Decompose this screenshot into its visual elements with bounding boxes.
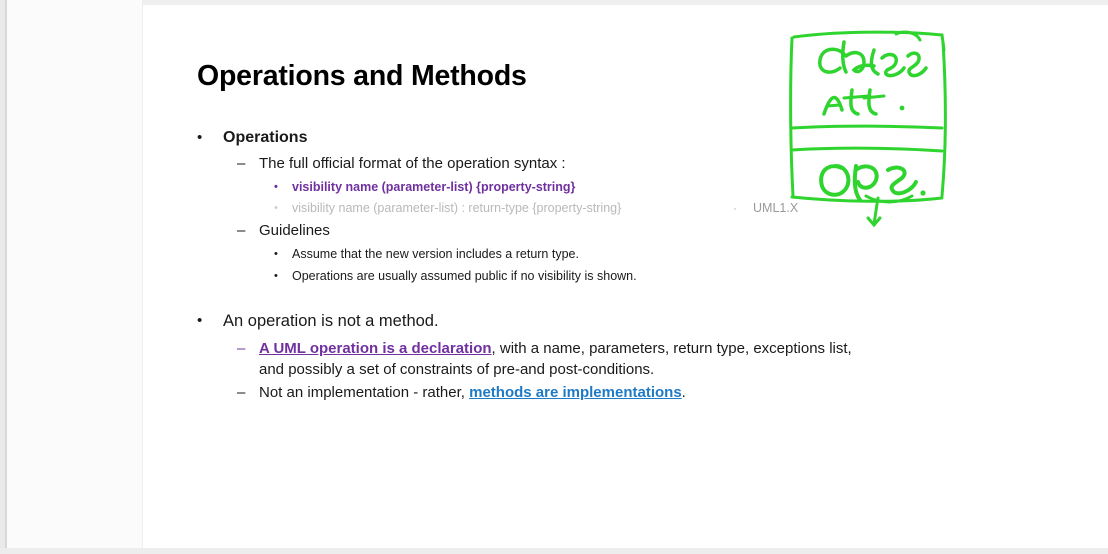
bullet-operation-not-method-label: An operation is not a method. bbox=[223, 312, 439, 330]
bullet-marker-dash: – bbox=[237, 340, 246, 357]
bullet-marker-dash: – bbox=[237, 155, 246, 172]
bullet-guideline-1 bbox=[274, 247, 894, 262]
bullet-implementation-prefix: Not an implementation - rather, bbox=[259, 384, 470, 401]
bullet-guidelines bbox=[237, 222, 857, 239]
bullet-marker-dot: • bbox=[197, 129, 203, 146]
bullet-guideline-2 bbox=[274, 269, 894, 284]
bullet-implementation bbox=[237, 384, 857, 401]
bullet-syntax-lead bbox=[237, 155, 857, 172]
bullet-marker-dash: – bbox=[237, 222, 246, 239]
bullet-marker-small-dot-faded: • bbox=[274, 202, 278, 214]
bullet-syntax-lead-label: The full official format of the operation syntax : bbox=[259, 155, 566, 172]
bullet-operation-not-method bbox=[197, 312, 837, 331]
bullet-declaration bbox=[237, 339, 857, 380]
bullet-declaration-text bbox=[259, 339, 857, 380]
bullet-operations-label: Operations bbox=[223, 129, 308, 146]
uml-version-separator: · bbox=[733, 201, 737, 215]
slide-gutter-divider bbox=[142, 0, 143, 554]
slide-left-gutter bbox=[7, 0, 142, 554]
bullet-guideline-2-label: Operations are usually assumed public if no visibility is shown. bbox=[292, 269, 637, 283]
slide-edge-top bbox=[0, 0, 1108, 5]
bullet-marker-dash: – bbox=[237, 384, 246, 401]
bullet-marker-dot: • bbox=[197, 312, 203, 329]
bullet-marker-small-dot: • bbox=[274, 248, 278, 260]
bullet-implementation-suffix: . bbox=[681, 384, 686, 401]
bullet-syntax-faded bbox=[274, 201, 894, 216]
slide-edge-bottom bbox=[0, 548, 1108, 554]
bullet-marker-small-dot: • bbox=[274, 270, 278, 282]
bullet-syntax-faded-label: visibility name (parameter-list) : return-type {property-string} bbox=[292, 201, 622, 215]
bullet-syntax-active-label: visibility name (parameter-list) {property-string} bbox=[292, 180, 576, 194]
bullet-marker-small-dot: • bbox=[274, 181, 278, 193]
bullet-guideline-1-label: Assume that the new version includes a return type. bbox=[292, 247, 579, 261]
bullet-declaration-rest: , with a name, parameters, return type, exceptions list, and possibly a set of constraints of pre-and post-conditions. bbox=[259, 340, 852, 378]
bullet-guidelines-label: Guidelines bbox=[259, 222, 330, 239]
link-methods-are-implementations[interactable]: methods are implementations bbox=[469, 384, 682, 401]
bullet-operations bbox=[197, 129, 797, 147]
link-uml-operation-declaration[interactable]: A UML operation is a declaration bbox=[259, 340, 492, 357]
bullet-syntax-active bbox=[274, 180, 894, 195]
page-title: Operations and Methods bbox=[197, 60, 527, 92]
bullet-implementation-text bbox=[259, 384, 857, 401]
uml-version-tag: UML1.X bbox=[753, 201, 799, 215]
